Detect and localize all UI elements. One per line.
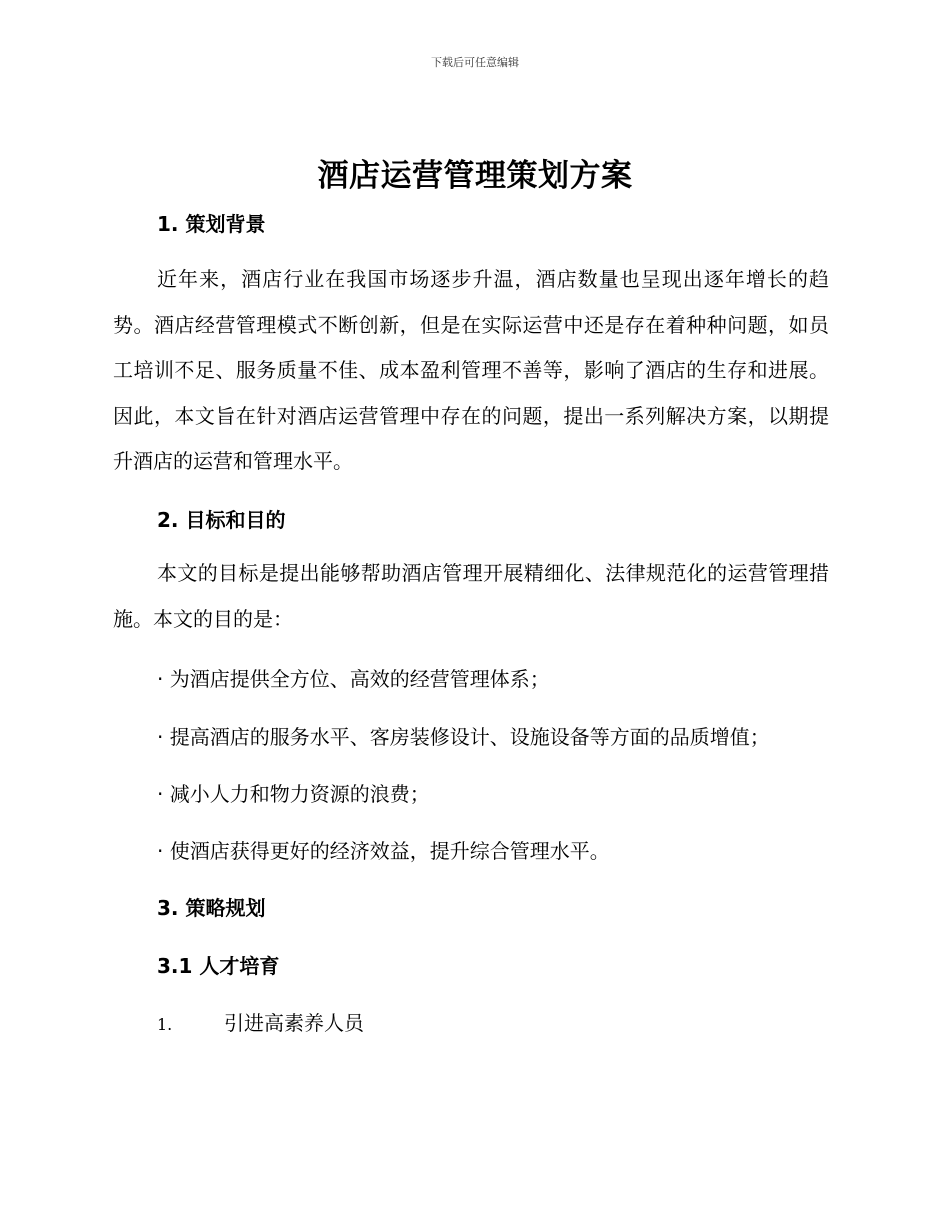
section-heading-strategy: 3. 策略规划 xyxy=(157,896,266,920)
section-heading-goals: 2. 目标和目的 xyxy=(157,508,286,532)
goals-paragraph: 本文的目标是提出能够帮助酒店管理开展精细化、法律规范化的运营管理措施。本文的目的是： xyxy=(113,561,829,631)
list-item-text: 引进高素养人员 xyxy=(224,1011,364,1035)
section-heading-background: 1. 策划背景 xyxy=(157,212,266,236)
background-paragraph: 近年来，酒店行业在我国市场逐步升温，酒店数量也呈现出逐年增长的趋势。酒店经营管理模式不断创新，但是在实际运营中还是存在着种种问题，如员工培训不足、服务质量不佳、成本盈利管理不善等，影响了酒店的生存和进展。因此，本文旨在针对酒店运营管理中存在的问题，提出一系列解决方案，以期提升酒店的运营和管理水平。 xyxy=(113,267,829,473)
document-title: 酒店运营管理策划方案 xyxy=(317,158,633,194)
goal-bullet-item: · 使酒店获得更好的经济效益，提升综合管理水平。 xyxy=(157,839,610,863)
goal-bullet-item: · 减小人力和物力资源的浪费； xyxy=(157,782,430,806)
goal-bullet-item: · 为酒店提供全方位、高效的经营管理体系； xyxy=(157,667,550,691)
page-header-note: 下载后可任意编辑 xyxy=(431,56,519,69)
list-item-number: 1. xyxy=(157,1015,173,1034)
goal-bullet-item: · 提高酒店的服务水平、客房装修设计、设施设备等方面的品质增值； xyxy=(157,725,770,749)
subsection-heading-talent: 3.1 人才培育 xyxy=(157,954,280,978)
numbered-list-item xyxy=(157,1007,364,1036)
